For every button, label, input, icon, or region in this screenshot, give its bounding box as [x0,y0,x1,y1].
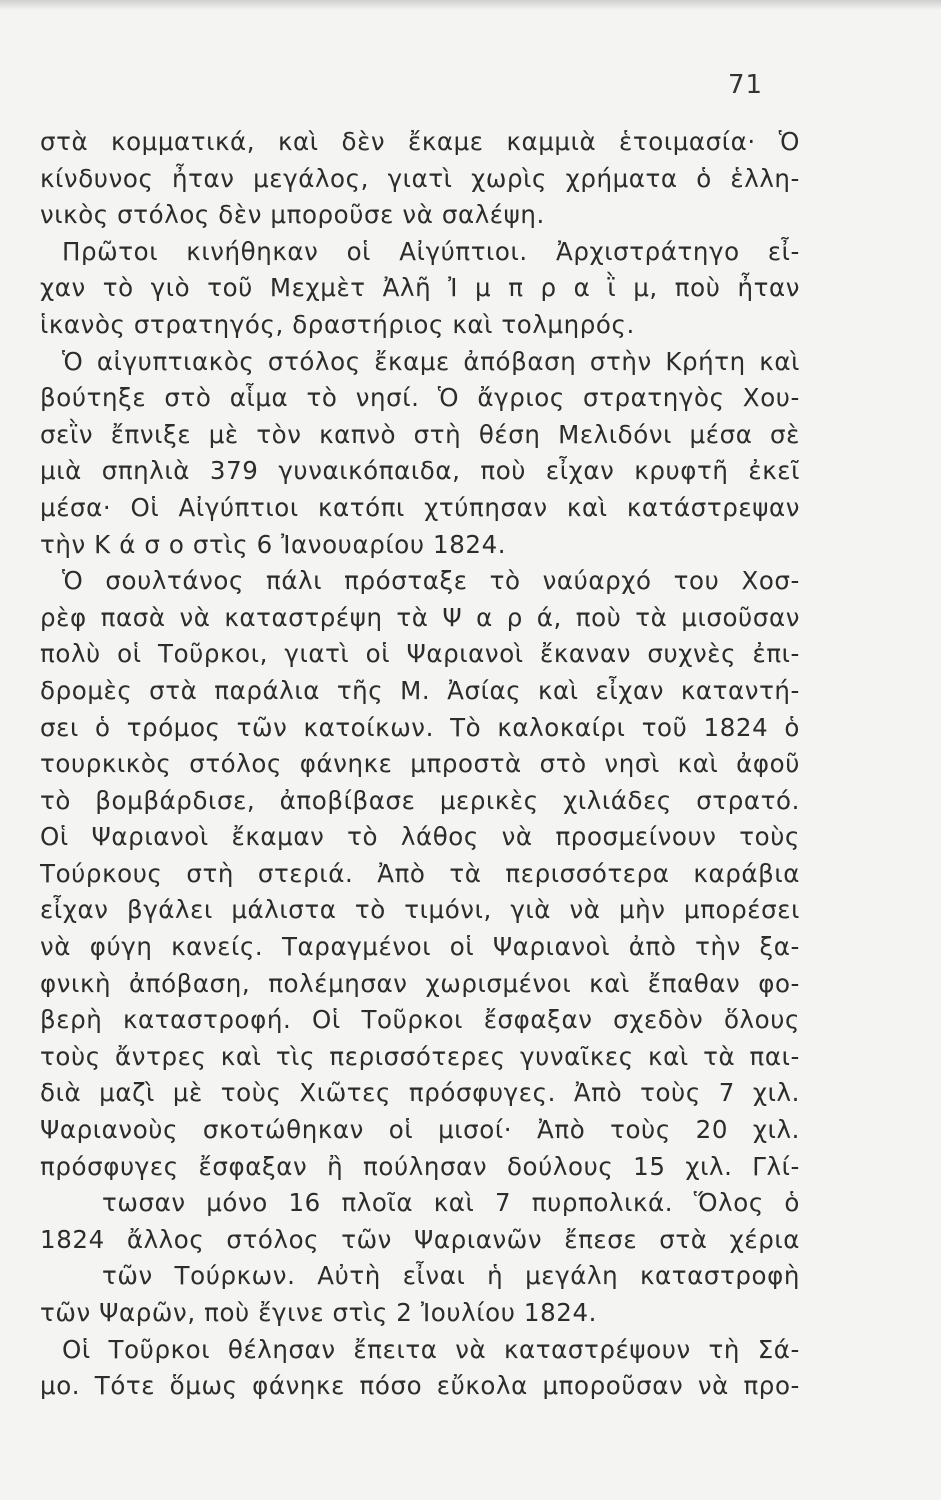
text-line: στὰ κομματικά, καὶ δὲν ἔκαμε καμμιὰ ἑτοιμασία· Ὁ [40,127,800,156]
text-line: πολὺ οἱ Τοῦρκοι, γιατὶ οἱ Ψαριανοὶ ἔκαναν συχνὲς ἐπι- [40,639,800,669]
text-line: τὸ βομβάρδισε, ἀποβίβασε μερικὲς χιλιάδες στρατό. [40,785,800,815]
text-line: νὰ φύγη κανείς. Ταραγμένοι οἱ Ψαριανοὶ ἀπὸ τὴν ξα- [40,932,800,962]
body-text [40,124,800,1405]
text-line: Τούρκους στὴ στεριά. Ἀπὸ τὰ περισσότερα καράβια [40,858,800,888]
text-line: χαν τὸ γιὸ τοῦ Μεχμὲτ Ἀλῆ Ἰ μ π ρ α ῒ μ, ποὺ ἦταν [40,273,800,303]
text-line: Ὁ σουλτάνος πάλι πρόσταξε τὸ ναύαρχό του Χοσ- [62,566,800,596]
text-line: διὰ μαζὶ μὲ τοὺς Χιῶτες πρόσφυγες. Ἀπὸ τοὺς 7 χιλ. [40,1078,800,1108]
text-line: Οἱ Ψαριανοὶ ἔκαμαν τὸ λάθος νὰ προσμείνουν τοὺς [40,822,800,852]
text-line: βούτηξε στὸ αἷμα τὸ νησί. Ὁ ἄγριος στρατηγὸς Χου- [40,383,800,413]
text-line: μιὰ σπηλιὰ 379 γυναικόπαιδα, ποὺ εἶχαν κρυφτῆ ἐκεῖ [40,456,800,486]
text-line: τῶν Τούρκων. Αὐτὴ εἶναι ἡ μεγάλη καταστροφὴ [102,1261,800,1291]
text-line: τῶν Ψαρῶν, ποὺ ἔγινε στὶς 2 Ἰουλίου 1824. [40,1298,598,1327]
text-line: τωσαν μόνο 16 πλοῖα καὶ 7 πυρπολικά. Ὅλος ὁ [102,1188,800,1218]
text-line: σει ὁ τρόμος τῶν κατοίκων. Τὸ καλοκαίρι τοῦ 1824 ὁ [40,712,800,742]
top-edge-shadow [0,0,941,10]
text-line: τοὺς ἄντρες καὶ τὶς περισσότερες γυναῖκες καὶ τὰ παι- [40,1041,800,1071]
text-line: τὴν Κ ά σ ο στὶς 6 Ἰανουαρίου 1824. [40,529,507,559]
text-line: ἱκανὸς στρατηγός, δραστήριος καὶ τολμηρός. [40,309,635,339]
text-line: πρόσφυγες ἔσφαξαν ἢ πούλησαν δούλους 15 χιλ. Γλί- [40,1151,800,1181]
text-line: εἶχαν βγάλει μάλιστα τὸ τιμόνι, γιὰ νὰ μὴν μπορέσει [40,895,800,925]
text-line: Ψαριανοὺς σκοτώθηκαν οἱ μισοί· Ἀπὸ τοὺς 20 χιλ. [40,1115,800,1145]
page-number: 71 [728,70,764,100]
text-line: δρομὲς στὰ παράλια τῆς Μ. Ἀσίας καὶ εἶχαν καταντή- [40,675,800,705]
text-line: κίνδυνος ἦταν μεγάλος, γιατὶ χωρὶς χρήματα ὁ ἑλλη- [40,163,800,193]
text-line: τουρκικὸς στόλος φάνηκε μπροστὰ στὸ νησὶ καὶ ἀφοῦ [40,749,800,779]
text-line: 1824 ἄλλος στόλος τῶν Ψαριανῶν ἔπεσε στὰ χέρια [40,1224,800,1254]
text-line: Οἱ Τοῦρκοι θέλησαν ἔπειτα νὰ καταστρέψουν τὴ Σά- [62,1334,800,1364]
text-line: ρὲφ πασὰ νὰ καταστρέψη τὰ Ψ α ρ ά, ποὺ τὰ μισοῦσαν [40,602,800,632]
text-line: μο. Τότε ὅμως φάνηκε πόσο εὔκολα μποροῦσαν νὰ προ- [40,1371,800,1401]
text-line: Ὁ αἰγυπτιακὸς στόλος ἔκαμε ἀπόβαση στὴν Κρήτη καὶ [62,346,800,376]
text-line: νικὸς στόλος δὲν μποροῦσε νὰ σαλέψη. [40,200,545,230]
text-line: σεῒν ἔπνιξε μὲ τὸν καπνὸ στὴ θέση Μελιδόνι μέσα σὲ [40,419,800,449]
text-line: μέσα· Οἱ Αἰγύπτιοι κατόπι χτύπησαν καὶ κατάστρεψαν [40,492,800,522]
text-line: βερὴ καταστροφή. Οἱ Τοῦρκοι ἔσφαξαν σχεδὸν ὅλους [40,1005,800,1035]
text-line: φνικὴ ἀπόβαση, πολέμησαν χωρισμένοι καὶ ἔπαθαν φο- [40,968,800,998]
text-line: Πρῶτοι κινήθηκαν οἱ Αἰγύπτιοι. Ἀρχιστράτηγο εἶ- [62,236,800,266]
